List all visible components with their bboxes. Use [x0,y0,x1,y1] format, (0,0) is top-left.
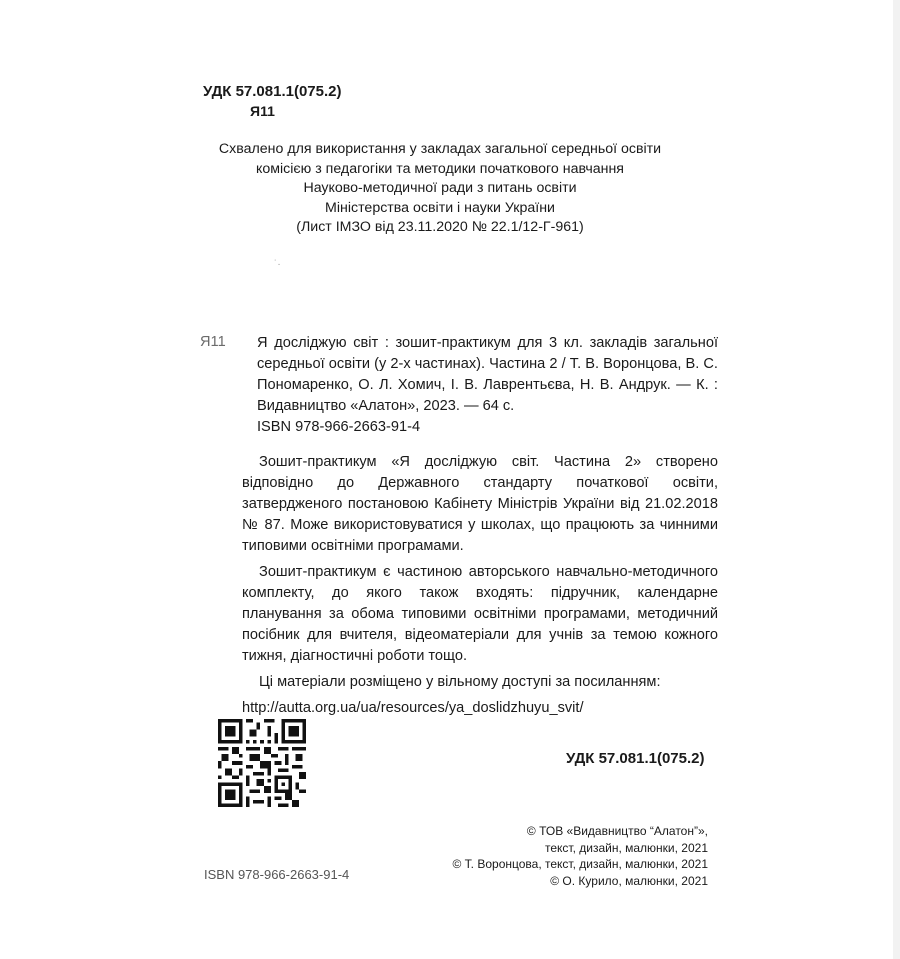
annotation-paragraph: Ці матеріали розміщено у вільному доступі за посиланням: [259,674,661,690]
isbn-footer: ISBN 978-966-2663-91-4 [204,867,350,882]
library-code-top: Я11 [250,103,275,119]
udk-classification-bottom: УДК 57.081.1(075.2) [566,750,705,767]
copyright-line: © ТОВ «Видавництво “Алатон”», [526,824,708,838]
copyright-line: © Т. Воронцова, текст, дизайн, малюнки, 2021 [452,857,708,871]
isbn-main: ISBN 978-966-2663-91-4 [257,419,421,435]
bibliography-code: Я11 [200,334,226,350]
annotation [242,452,718,719]
approval-line: Міністерства освіти і науки України [325,199,555,216]
approval-statement [180,140,700,238]
page-edge-shadow [893,0,900,959]
resource-link[interactable]: http://autta.org.ua/ua/resources/ya_doslidzhuyu_svit/ [242,700,584,716]
annotation-paragraph: Зошит-практикум є частиною авторського навчально-методичного комплекту, до якого також входять: підручник, календарне планування за обома типовими освітніми програмами, методичний посібник для вчителя, відеоматеріали для учнів за темою кожного тижня, діагностичні роботи тощо. [242,564,718,664]
approval-line: (Лист ІМЗО від 23.11.2020 № 22.1/12-Г-961) [296,219,584,235]
udk-classification-top: УДК 57.081.1(075.2) [203,83,342,100]
copyright-block [420,823,708,889]
approval-line: Схвалено для використання у закладах загальної середньої освіти [218,141,662,157]
copyright-line: текст, дизайн, малюнки, 2021 [544,840,708,855]
annotation-paragraph: Зошит-практикум «Я досліджую світ. Частина 2» створено відповідно до Державного стандарту початкової освіти, затвердженого постановою Кабінету Міністрів України від 21.02.2018 № 87. Може використовуватися у школах, що працюють за чинними типовими освітніми програмами. [242,454,718,554]
approval-line: Науково-методичної ради з питань освіти [303,180,577,196]
copyright-line: © О. Курило, малюнки, 2021 [550,873,708,888]
bibliographic-description: Я досліджую світ : зошит-практикум для 3 кл. закладів загальної середньої освіти (у 2-х частинах). Частина 2 / Т. В. Воронцова, В. С. Пономаренко, О. Л. Хомич, І. В. Лаврентьєва, Н. В. Андрук. — К. : Видавництво «Алатон», 2023. — 64 с. [257,335,718,414]
print-speck: ˙· [274,259,281,270]
approval-line: комісією з педагогіки та методики початкового навчання [255,160,624,177]
qr-code-icon [218,719,306,807]
